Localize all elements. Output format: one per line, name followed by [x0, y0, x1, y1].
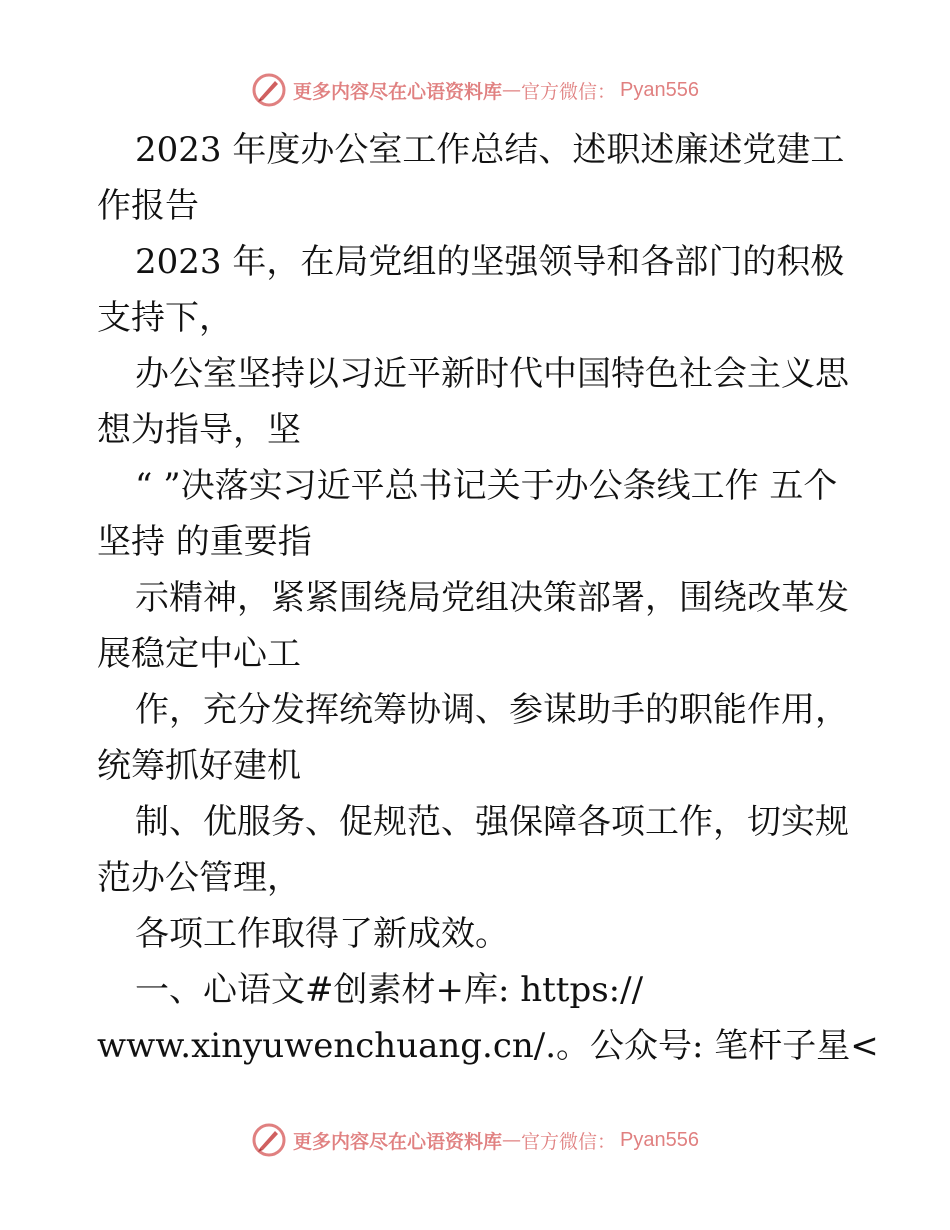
paragraph: 办公室坚持以习近平新时代中国特色社会主义思想为指导，坚	[97, 354, 849, 450]
header-watermark	[0, 70, 950, 110]
watermark-text: 更多内容尽在心语资料库	[293, 80, 503, 103]
quill-pen-icon	[251, 72, 287, 108]
paragraph: 2023 年，在局党组的坚强领导和各部门的积极支持下，	[97, 242, 845, 338]
document-title: 2023 年度办公室工作总结、述职述廉述党建工作报告	[97, 130, 845, 226]
paragraph: 制、优服务、促规范、强保障各项工作，切实规范办公管理，	[97, 802, 849, 898]
watermark-label: 官方微信：	[521, 1130, 617, 1153]
watermark-wechat-id: Pyan556	[620, 1128, 699, 1151]
quill-pen-icon	[251, 1122, 287, 1158]
watermark-label: 官方微信：	[521, 80, 617, 103]
watermark-wechat-id: Pyan556	[620, 78, 699, 101]
watermark-dash: —	[502, 79, 522, 101]
paragraph: 作，充分发挥统筹协调、参谋助手的职能作用，统筹抓好建机	[97, 690, 849, 786]
paragraph: 示精神，紧紧围绕局党组决策部署，围绕改革发展稳定中心工	[97, 578, 849, 674]
document-body	[97, 122, 879, 1074]
paragraph: 各项工作取得了新成效。	[135, 914, 509, 954]
watermark-text: 更多内容尽在心语资料库	[293, 1130, 503, 1153]
url-line: www.xinyuwenchuang.cn/.。公众号: 笔杆子星<	[97, 1026, 879, 1066]
watermark-dash: —	[502, 1129, 522, 1151]
paragraph: 一、心语文#创素材+库: https://	[135, 970, 644, 1010]
paragraph: “ ”决落实习近平总书记关于办公条线工作 五个坚持 的重要指	[97, 466, 838, 562]
footer-watermark	[0, 1120, 950, 1160]
